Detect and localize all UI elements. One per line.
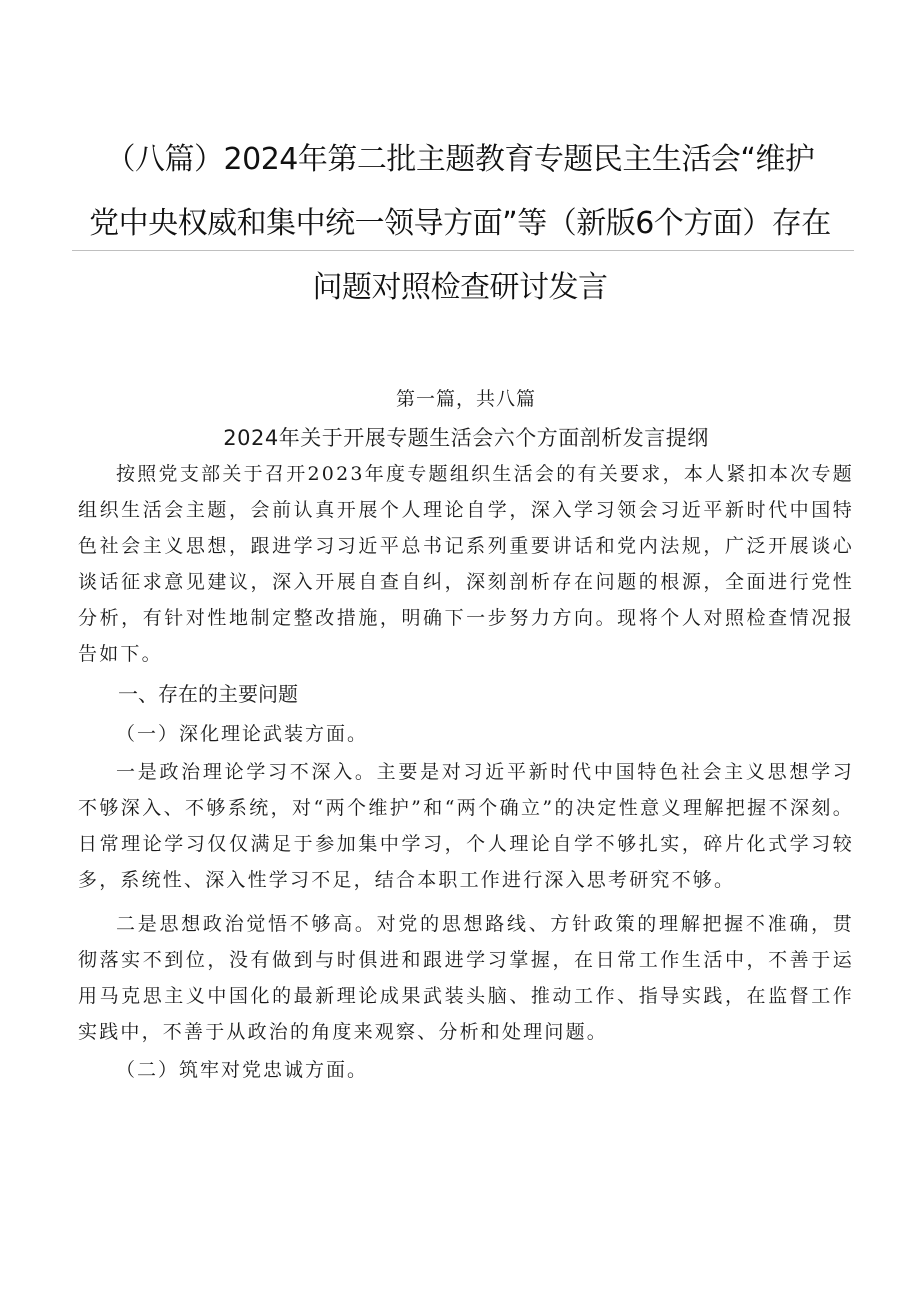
intro-paragraph: 按照党支部关于召开2023年度专题组织生活会的有关要求，本人紧扣本次专题组织生活会主题，会前认真开展个人理论自学，深入学习领会习近平新时代中国特色社会主义思想，跟进学习习近平总书记系列重要讲话和党内法规，广泛开展谈心谈话征求意见建议，深入开展自查自纠，深刻剖析存在问题的根源，全面进行党性分析，有针对性地制定整改措施，明确下一步努力方向。现将个人对照检查情况报告如下。 <box>78 463 854 665</box>
title-line-3: 问题对照检查研讨发言 <box>312 270 608 305</box>
section-count: 第一篇，共八篇 <box>395 388 536 410</box>
document-title <box>40 128 880 320</box>
point-1-paragraph: 一是政治理论学习不深入。主要是对习近平新时代中国特色社会主义思想学习不够深入、不够系统，对“两个维护”和“两个确立”的决定性意义理解把握不深刻。日常理论学习仅仅满足于参加集中学习，个人理论自学不够扎实，碎片化式学习较多，系统性、深入性学习不足，结合本职工作进行深入思考研究不够。 <box>78 761 854 891</box>
sub-heading-1: （一）深化理论武装方面。 <box>116 723 369 745</box>
point-2-paragraph: 二是思想政治觉悟不够高。对党的思想路线、方针政策的理解把握不准确，贯彻落实不到位，没有做到与时俱进和跟进学习掌握，在日常工作生活中，不善于运用马克思主义中国化的最新理论成果武装头脑、推动工作、指导实践，在监督工作实践中，不善于从政治的角度来观察、分析和处理问题。 <box>78 913 854 1043</box>
title-line-2: 党中央权威和集中统一领导方面”等（新版6个方面）存在 <box>89 206 831 241</box>
title-divider <box>72 250 854 251</box>
article-body <box>78 384 854 1090</box>
section-heading: 一、存在的主要问题 <box>118 682 298 706</box>
article-title: 2024年关于开展专题生活会六个方面剖析发言提纲 <box>223 426 709 450</box>
sub-heading-2: （二）筑牢对党忠诚方面。 <box>116 1059 369 1081</box>
title-line-1: （八篇）2024年第二批主题教育专题民主生活会“维护 <box>105 142 815 177</box>
